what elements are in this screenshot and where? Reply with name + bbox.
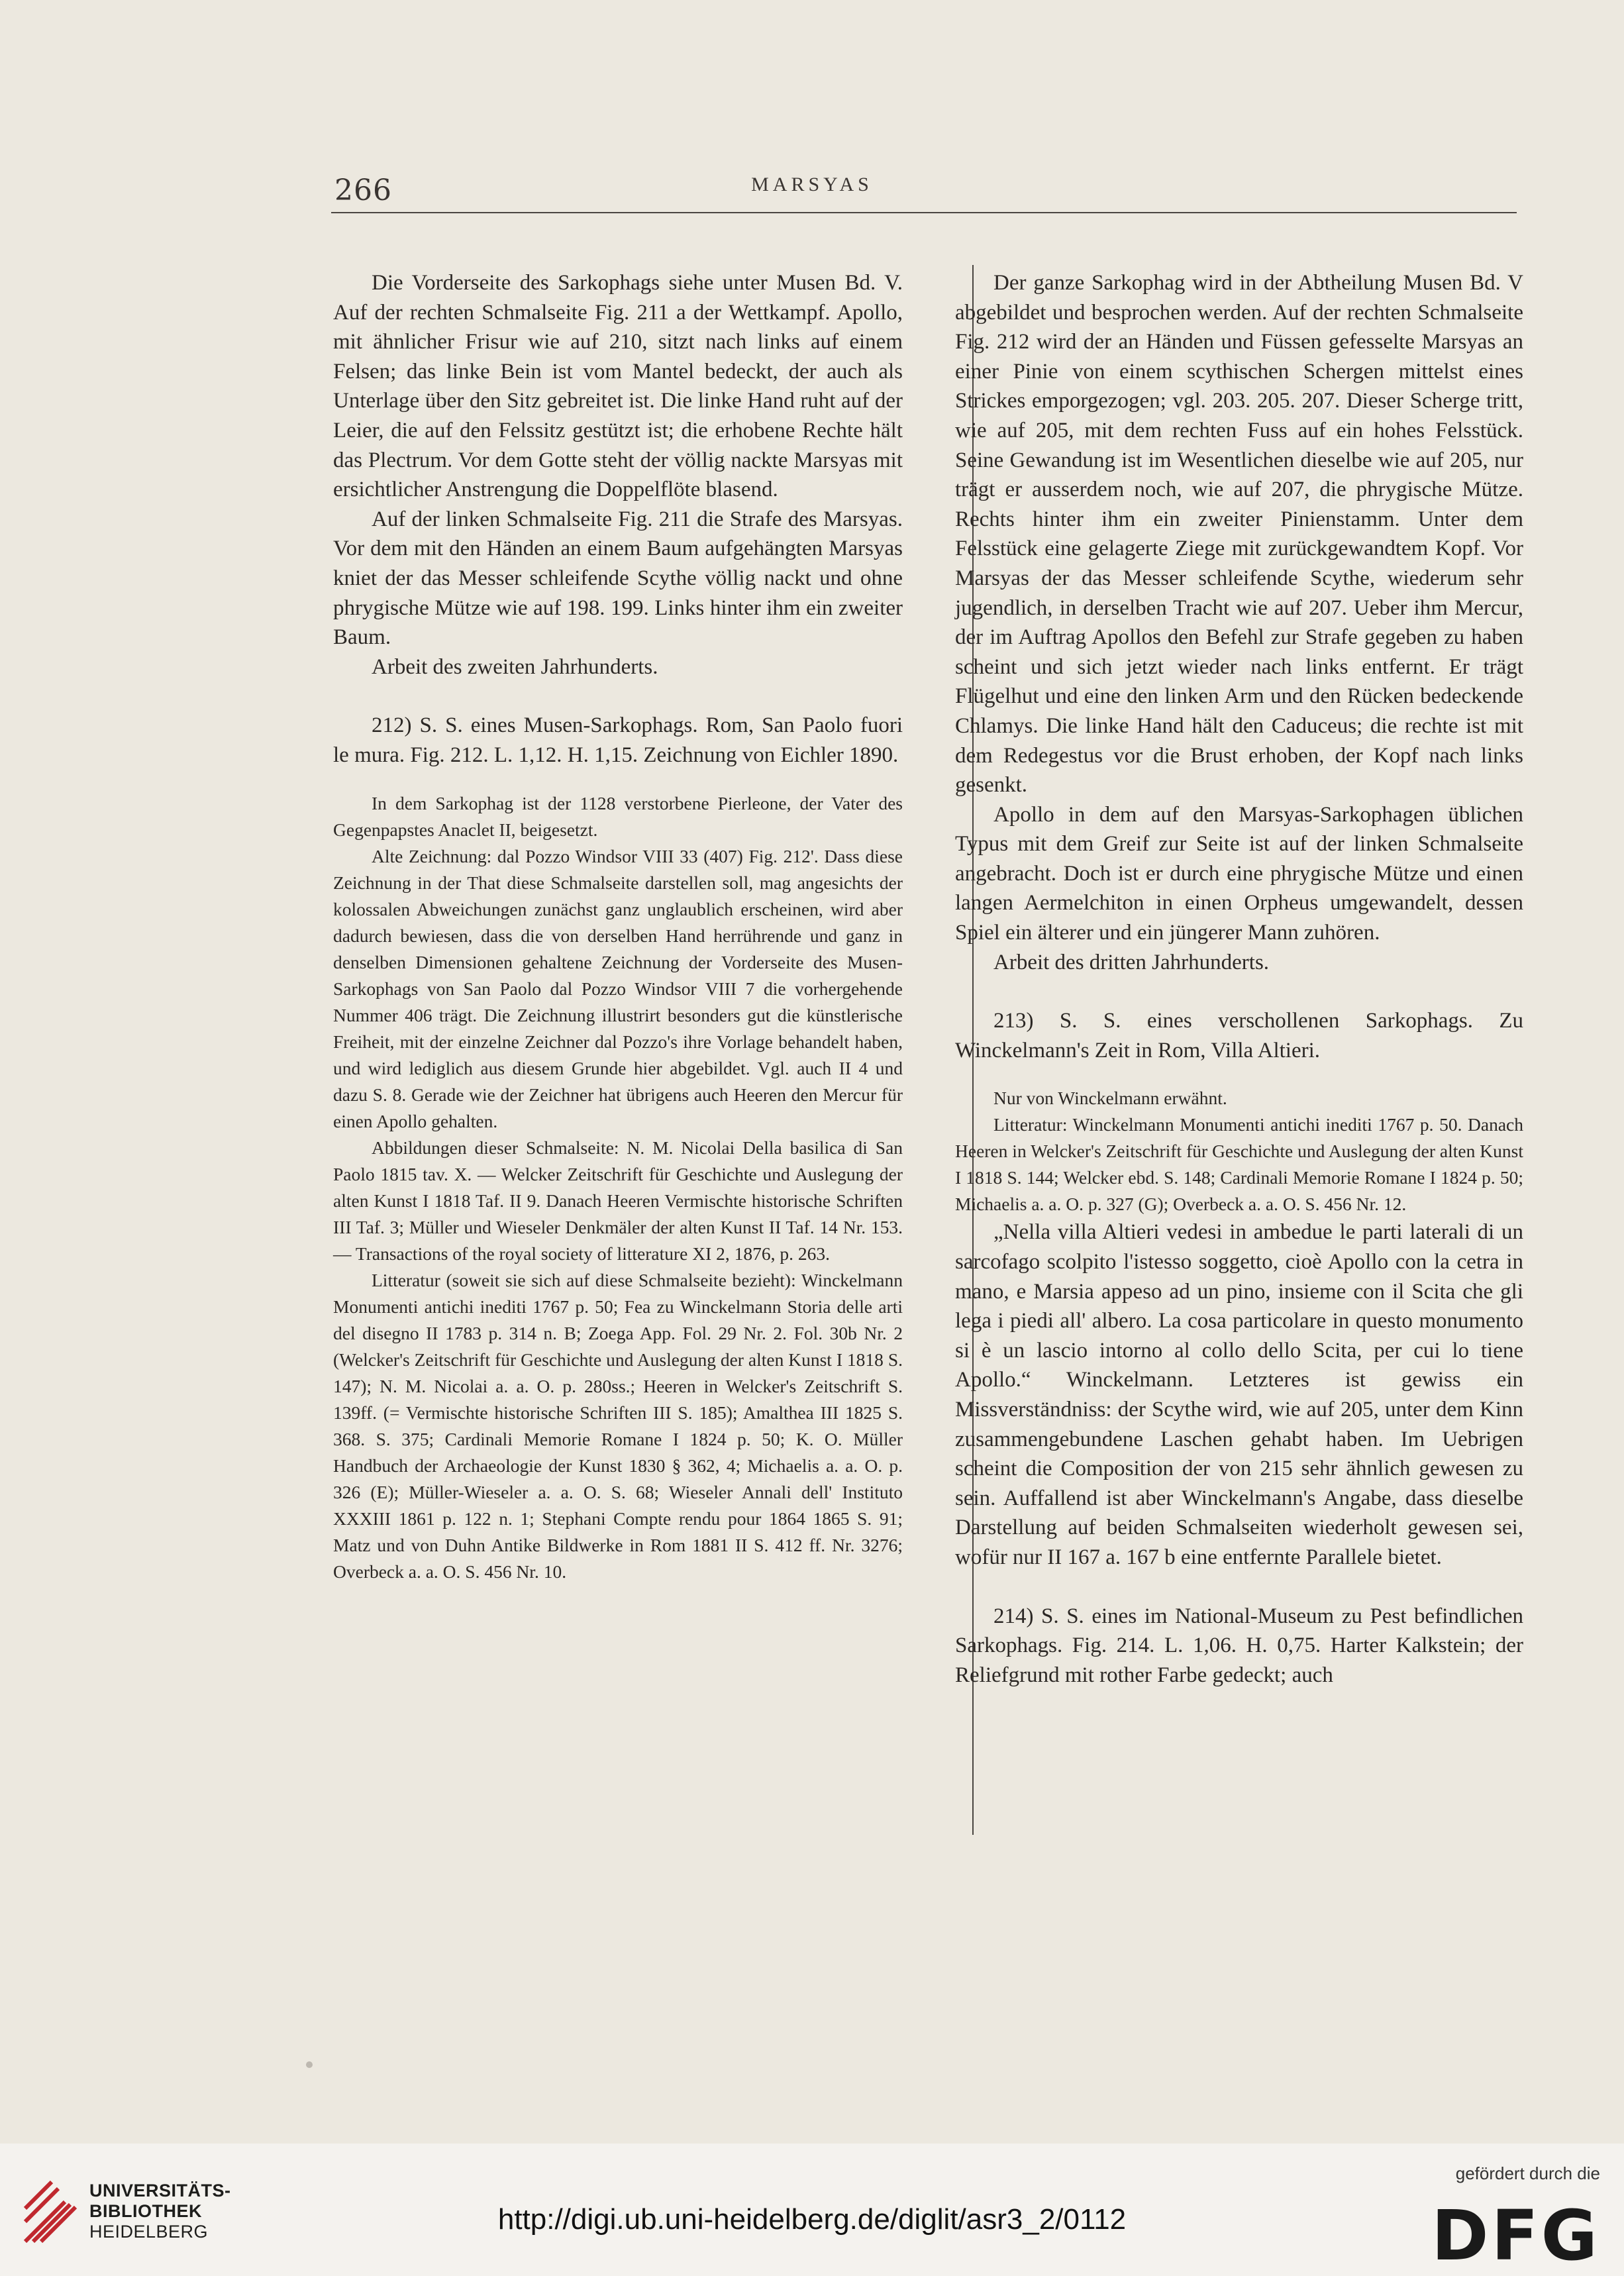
- paragraph: Auf der linken Schmalseite Fig. 211 die Strafe des Marsyas. Vor dem mit den Händen an einem Baum aufgehängten Marsyas kniet der das Messer schleifende Scythe völlig nackt und ohne phrygische Mütze wie auf 198. 199. Links hinter ihm ein zweiter Baum.: [333, 507, 903, 650]
- header-rule: [331, 212, 1517, 213]
- paragraph: Die Vorderseite des Sarkophags siehe unter Musen Bd. V. Auf der rechten Schmalseite Fig. 211 a der Wettkampf. Apollo, mit ähnlicher Frisur wie auf 210, sitzt nach links auf einem Felsen; das linke Bein ist vom Mantel bedeckt, der auch als Unterlage über den Sitz gebreitet ist. Die linke Hand ruht auf der Leier, die auf den Felssitz gestützt ist; die erhobene Rechte hält das Plectrum. Vor dem Gotte steht der völlig nackte Marsyas mit ersichtlicher Anstrengung die Doppelflöte blasend.: [333, 271, 903, 502]
- library-line-1: UNIVERSITÄTS-: [89, 2181, 231, 2200]
- funding-note: gefördert durch die: [1455, 2163, 1600, 2183]
- paragraph: Der ganze Sarkophag wird in der Abtheilung Musen Bd. V abgebildet und besprochen werden. Auf der rechten Schmalseite Fig. 212 wird der an Händen und Füssen gefesselte Marsyas an einer Pinie von einem scythischen Schergen mittelst eines Strickes emporgezogen; vgl. 203. 205. 207. Dieser Scherge tritt, wie auf 205, mit dem rechten Fuss auf ein hohes Felsstück. Seine Gewandung ist im Wesentlichen dieselbe wie auf 205, nur trägt er ausserdem noch, wie auf 207, die phrygische Mütze. Rechts hinter ihm ein zweiter Pinienstamm. Unter dem Felsstück eine gelagerte Ziege mit zurückgewandtem Kopf. Vor Marsyas der das Messer schleifende Scythe, wiederum sehr jugendlich, in derselben Tracht wie auf 207. Ueber ihm Mercur, der im Auftrag Apollos den Befehl zur Strafe gegeben zu haben scheint und sich jetzt wieder nach links entfernt. Er trägt Flügelhut und eine den linken Arm und den Rücken bedeckende Chlamys. Die linke Hand hält den Caduceus; die rechte ist mit dem Redegestus vor die Brust erhoben, der Kopf nach links gesenkt.: [955, 271, 1523, 798]
- paragraph-gap: [955, 1065, 1523, 1085]
- dfg-logo: DFG: [1431, 2195, 1600, 2276]
- page-number: 266: [334, 174, 392, 207]
- small-paragraph: Litteratur: Winckelmann Monumenti antichi inediti 1767 p. 50. Danach Heeren in Welcker's Zeitschrift für Geschichte und Auslegung der alten Kunst I 1818 S. 144; Welcker ebd. S. 148; Cardinali Memorie Romane I 1824 p. 50; Michaelis a. a. O. p. 327 (G); Overbeck a. a. O. S. 456 Nr. 12.: [955, 1114, 1523, 1215]
- paragraph-gap: [333, 682, 903, 711]
- paragraph: Arbeit des zweiten Jahrhunderts.: [372, 654, 658, 679]
- library-line-2: BIBLIOTHEK: [89, 2201, 202, 2221]
- paragraph: Arbeit des dritten Jahrhunderts.: [993, 950, 1270, 974]
- paragraph: „Nella villa Altieri vedesi in ambedue le parti laterali di un sarcofago scolpito l'istesso soggetto, cioè Apollo con la cetra in mano, e Marsia appeso ad un pino, insieme con il Scita che gli lega i piedi all' albero. La cosa particolare in questo monumento si è un lascio intorno al collo dello Scita, per cui lo tiene Apollo.“ Winckelmann. Letzteres ist gewiss ein Missverständniss: der Scythe wird, wie auf 205, unter dem Kinn zusammengebundene Laschen gehabt haben. Im Uebrigen scheint die Composition der von 215 sehr ähnlich gewesen zu sein. Auffallend ist aber Winckelmann's Angabe, dass dieselbe Darstellung auf beiden Schmalseiten wiederholt gewesen sei, wofür nur II 167 a. 167 b eine entfernte Parallele bietet.: [955, 1220, 1523, 1569]
- paragraph: 214) S. S. eines im National-Museum zu Pest befindlichen Sarkophags. Fig. 214. L. 1,06. H. 0,75. Harter Kalkstein; der Reliefgrund mit rother Farbe gedeckt; auch: [955, 1604, 1523, 1687]
- digitization-footer: [0, 2144, 1624, 2276]
- paragraph: Apollo in dem auf den Marsyas-Sarkophagen üblichen Typus mit dem Greif zur Seite ist auf der linken Schmalseite angebracht. Doch ist er durch eine phrygische Mütze und einen langen Aermelchiton in einen Orpheus umgewandelt, dessen Spiel ein älterer und ein jüngerer Mann zuhören.: [955, 802, 1523, 945]
- permalink-url[interactable]: http://digi.ub.uni-heidelberg.de/diglit/asr3_2/0112: [497, 2203, 1127, 2236]
- paragraph: 213) S. S. eines verschollenen Sarkophags. Zu Winckelmann's Zeit in Rom, Villa Altieri.: [955, 1009, 1523, 1062]
- paragraph-gap: [955, 1573, 1523, 1602]
- small-paragraph: Litteratur (soweit sie sich auf diese Schmalseite bezieht): Winckelmann Monumenti antichi inediti 1767 p. 50; Fea zu Winckelmann Storia delle arti del disegno II 1783 p. 314 n. B; Zoega App. Fol. 29 Nr. 2. Fol. 30b Nr. 2 (Welcker's Zeitschrift für Geschichte und Auslegung der alten Kunst I 1818 S. 147); N. M. Nicolai a. a. O. p. 280ss.; Heeren in Welcker's Zeitschrift S. 139ff. (= Vermischte historische Schriften III S. 185); Amalthea III 1825 S. 368. S. 375; Cardinali Memorie Romane I 1824 p. 50; K. O. Müller Handbuch der Archaeologie der Kunst 1830 § 362, 4; Michaelis a. a. O. p. 326 (E); Müller-Wieseler a. a. O. S. 68; Wieseler Annali dell' Instituto XXXIII 1861 p. 122 n. 1; Stephani Compte rendu pour 1864 1865 S. 91; Matz und von Duhn Antike Bildwerke in Rom 1881 II S. 412 ff. Nr. 3276; Overbeck a. a. O. S. 456 Nr. 10.: [333, 1269, 903, 1582]
- library-line-3: HEIDELBERG: [89, 2222, 209, 2242]
- small-paragraph: Abbildungen dieser Schmalseite: N. M. Nicolai Della basilica di San Paolo 1815 tav. X. — Welcker Zeitschrift für Geschichte und Auslegung der alten Kunst I 1818 Taf. II 9. Danach Heeren Vermischte historische Schriften III Taf. 3; Müller und Wieseler Denkmäler der alten Kunst II Taf. 14 Nr. 153. — Transactions of the royal society of litterature XI 2, 1876, p. 263.: [333, 1137, 903, 1264]
- paragraph-gap: [333, 770, 903, 790]
- small-paragraph: In dem Sarkophag ist der 1128 verstorbene Pierleone, der Vater des Gegenpapstes Anaclet II, beigesetzt.: [333, 792, 903, 840]
- right-column: [955, 268, 1523, 1690]
- scan-speck: [306, 2061, 313, 2068]
- left-column: [333, 268, 903, 1585]
- small-paragraph: Nur von Winckelmann erwähnt.: [993, 1088, 1227, 1109]
- paragraph: 212) S. S. eines Musen-Sarkophags. Rom, San Paolo fuori le mura. Fig. 212. L. 1,12. H. 1,15. Zeichnung von Eichler 1890.: [333, 713, 903, 767]
- running-title: MARSYAS: [751, 174, 873, 195]
- paragraph-gap: [955, 977, 1523, 1006]
- small-paragraph: Alte Zeichnung: dal Pozzo Windsor VIII 33 (407) Fig. 212'. Dass diese Zeichnung in der That diese Schmalseite darstellen soll, mag angesichts der kolossalen Abweichungen zunächst ganz unglaublich erscheinen, wird aber dadurch bewiesen, dass die von derselben Hand herrührende und ganz in denselben Dimensionen gehaltene Zeichnung der Vorderseite des Musen-Sarkophags von San Paolo dal Pozzo Windsor VIII 7 die vorhergehende Nummer 406 trägt. Die Zeichnung illustrirt besonders gut die künstlerische Freiheit, mit der einzelne Zeichner dal Pozzo's ihre Vorlage behandelt haben, und wird lediglich aus diesem Grunde hier abgebildet. Vgl. auch II 4 und dazu S. 8. Gerade wie der Zeichner hat übrigens auch Heeren den Mercur für einen Apollo gehalten.: [333, 845, 903, 1131]
